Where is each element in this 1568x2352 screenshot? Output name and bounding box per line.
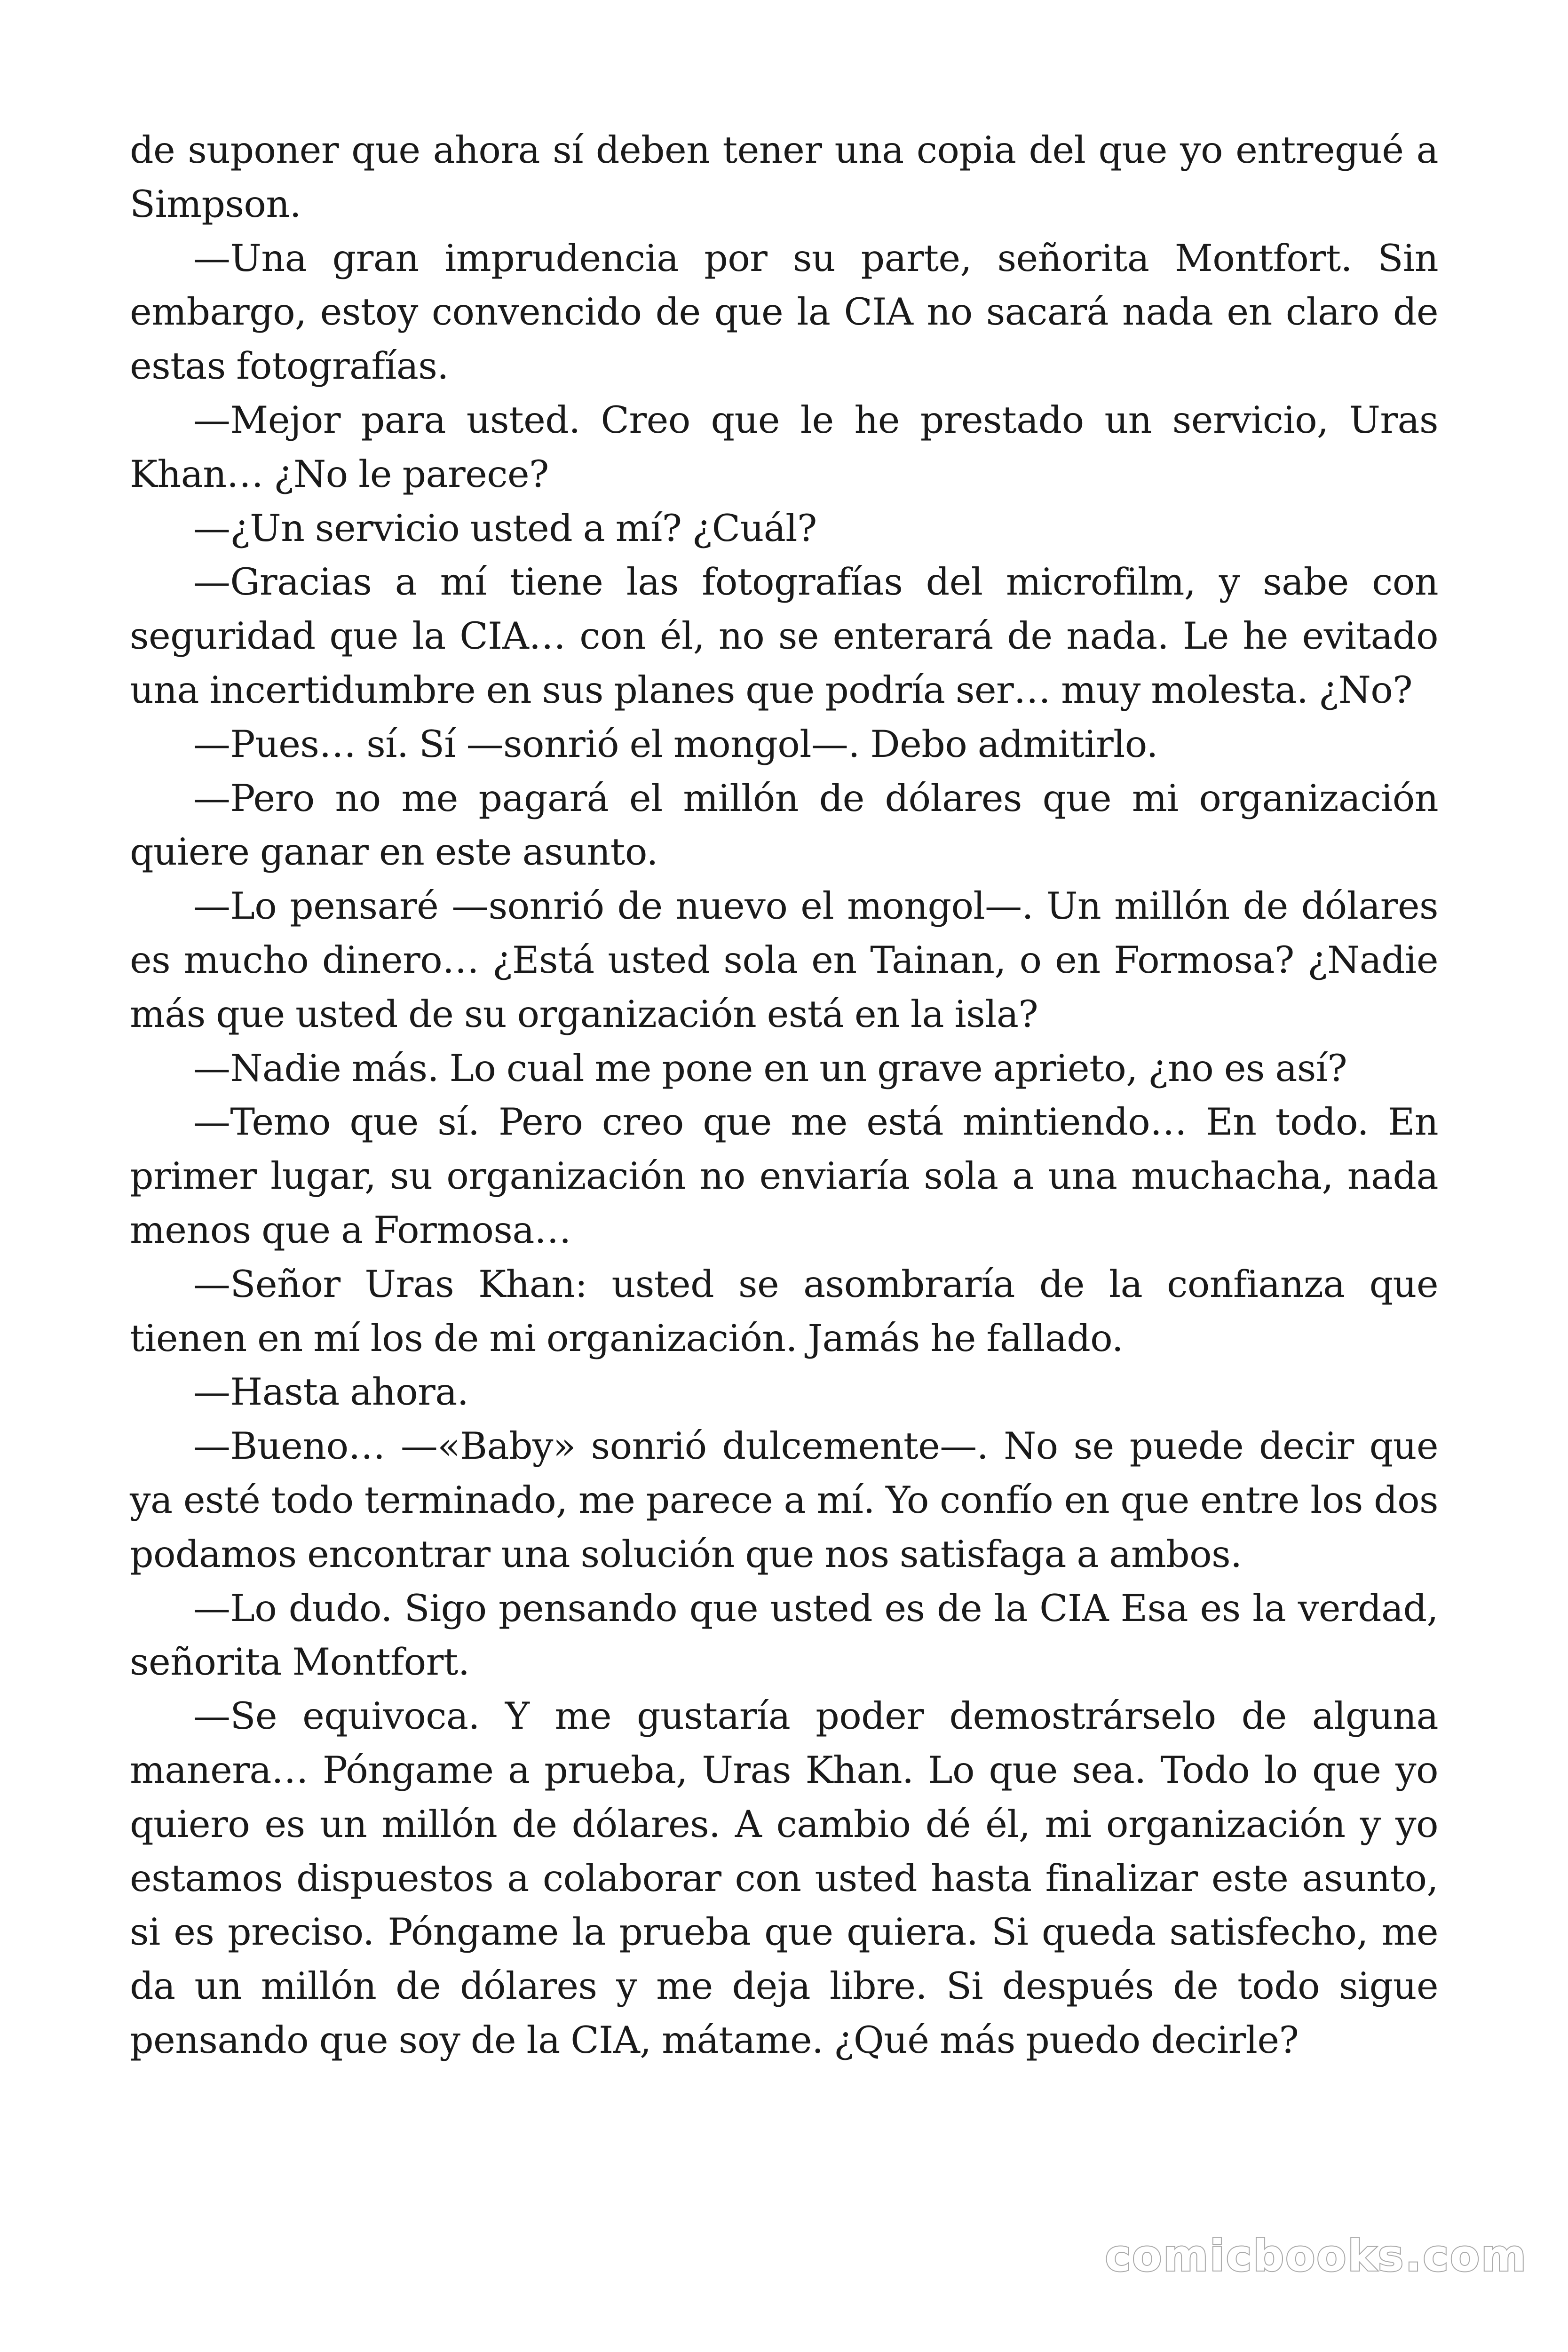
paragraph: —Nadie más. Lo cual me pone en un grave aprieto, ¿no es así? (193, 1046, 1347, 1090)
paragraph: —Pero no me pagará el millón de dólares que mi organización quiere ganar en este asunto. (130, 776, 1438, 874)
paragraph: —Temo que sí. Pero creo que me está mintiendo… En todo. En primer lugar, su organización no enviaría sola a una muchacha, nada menos que a Formosa… (130, 1100, 1438, 1252)
paragraph: —Lo dudo. Sigo pensando que usted es de la CIA Esa es la verdad, señorita Montfort. (130, 1586, 1438, 1684)
paragraph: —¿Un servicio usted a mí? ¿Cuál? (193, 506, 817, 550)
watermark: comicbooks.com (1105, 2231, 1528, 2281)
paragraph: —Una gran imprudencia por su parte, señorita Montfort. Sin embargo, estoy convencido de que la CIA no sacará nada en claro de estas fotografías. (130, 236, 1438, 388)
paragraph: —Mejor para usted. Creo que le he prestado un servicio, Uras Khan… ¿No le parece? (130, 398, 1438, 496)
paragraph: —Señor Uras Khan: usted se asombraría de la confianza que tienen en mí los de mi organización. Jamás he fallado. (130, 1262, 1438, 1360)
paragraph: —Bueno… —«Baby» sonrió dulcemente—. No se puede decir que ya esté todo terminado, me parece a mí. Yo confío en que entre los dos podamos encontrar una solución que nos satisfaga a ambos. (130, 1424, 1438, 1576)
paragraph: —Lo pensaré —sonrió de nuevo el mongol—. Un millón de dólares es mucho dinero… ¿Está usted sola en Tainan, o en Formosa? ¿Nadie más que usted de su organización está en la isla? (130, 884, 1438, 1036)
paragraph: de suponer que ahora sí deben tener una copia del que yo entregué a Simpson. (130, 128, 1438, 226)
paragraph: —Pues… sí. Sí —sonrió el mongol—. Debo admitirlo. (193, 722, 1158, 766)
paragraph: —Se equivoca. Y me gustaría poder demostrárselo de alguna manera… Póngame a prueba, Uras Khan. Lo que sea. Todo lo que yo quiero es un millón de dólares. A cambio dé él, mi organización y yo estamos dispuestos a colaborar con usted hasta finalizar este asunto, si es preciso. Póngame la prueba que quiera. Si queda satisfecho, me da un millón de dólares y me deja libre. Si después de todo sigue pensando que soy de la CIA, mátame. ¿Qué más puedo decirle? (130, 1694, 1438, 2062)
paragraph: —Gracias a mí tiene las fotografías del microfilm, y sabe con seguridad que la CIA… con él, no se enterará de nada. Le he evitado una incertidumbre en sus planes que podría ser… muy molesta. ¿No? (130, 560, 1438, 712)
paragraph: —Hasta ahora. (193, 1370, 469, 1414)
page-body (130, 123, 1438, 2067)
